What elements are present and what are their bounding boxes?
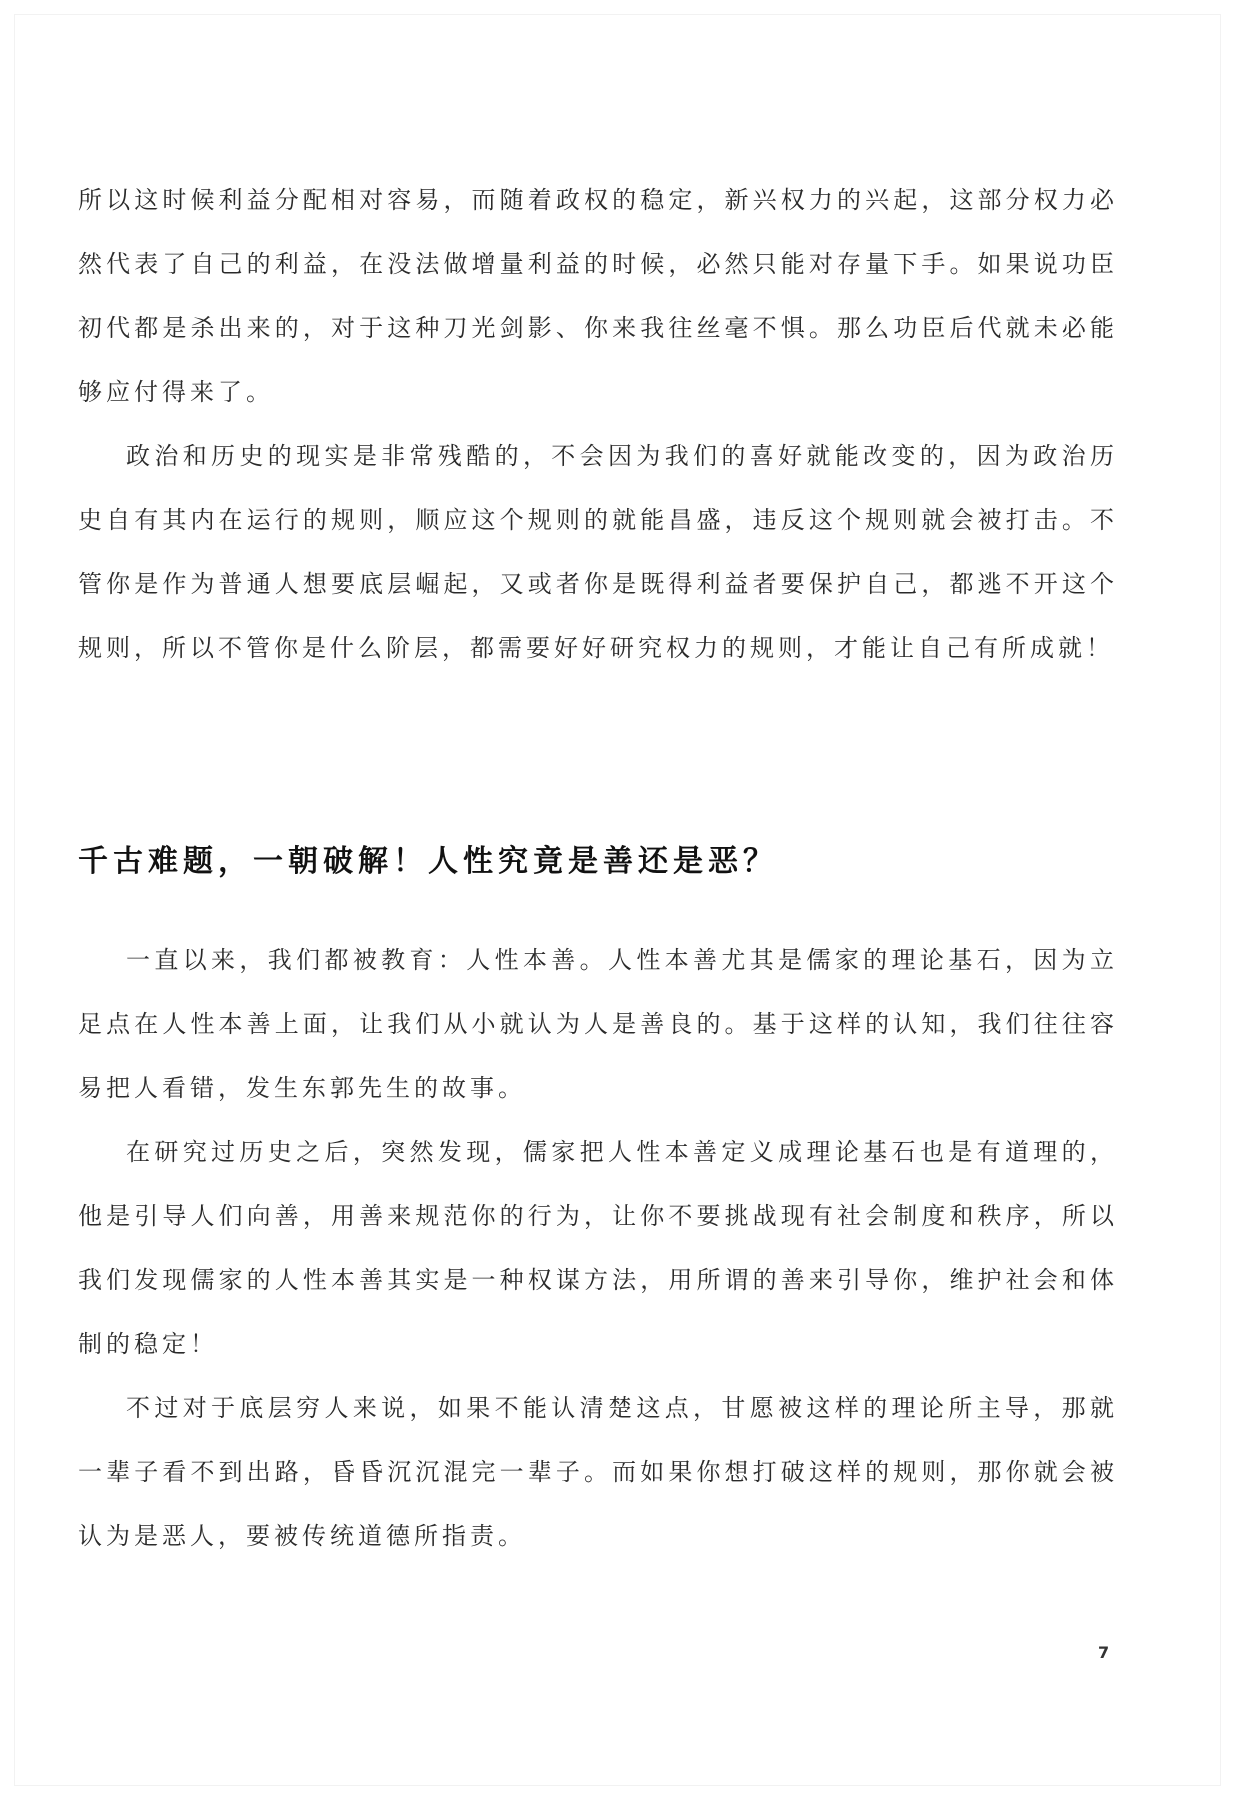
paragraph: 在研究过历史之后，突然发现，儒家把人性本善定义成理论基石也是有道理的，他是引导人们向善，用善来规范你的行为，让你不要挑战现有社会制度和秩序，所以我们发现儒家的人性本善其实是一种权谋方法，用所谓的善来引导你，维护社会和体制的稳定！: [78, 1138, 1118, 1358]
section-heading: 千古难题，一朝破解！人性究竟是善还是恶？: [78, 844, 778, 879]
paragraph: 政治和历史的现实是非常残酷的，不会因为我们的喜好就能改变的，因为政治历史自有其内在运行的规则，顺应这个规则的就能昌盛，违反这个规则就会被打击。不管你是作为普通人想要底层崛起，又或者你是既得利益者要保护自己，都逃不开这个规则，所以不管你是什么阶层，都需要好好研究权力的规则，才能让自己有所成就！: [78, 442, 1118, 662]
paragraph: 不过对于底层穷人来说，如果不能认清楚这点，甘愿被这样的理论所主导，那就一辈子看不到出路，昏昏沉沉混完一辈子。而如果你想打破这样的规则，那你就会被认为是恶人，要被传统道德所指责。: [78, 1394, 1118, 1550]
section-body: [78, 928, 1118, 1568]
paragraph: 所以这时候利益分配相对容易，而随着政权的稳定，新兴权力的兴起，这部分权力必然代表了自己的利益，在没法做增量利益的时候，必然只能对存量下手。如果说功臣初代都是杀出来的，对于这种刀光剑影、你来我往丝毫不惧。那么功臣后代就未必能够应付得来了。: [78, 186, 1118, 406]
section-continuation: [78, 168, 1118, 680]
paragraph: 一直以来，我们都被教育：人性本善。人性本善尤其是儒家的理论基石，因为立足点在人性本善上面，让我们从小就认为人是善良的。基于这样的认知，我们往往容易把人看错，发生东郭先生的故事。: [78, 946, 1118, 1102]
page-number: 7: [1098, 1643, 1110, 1662]
